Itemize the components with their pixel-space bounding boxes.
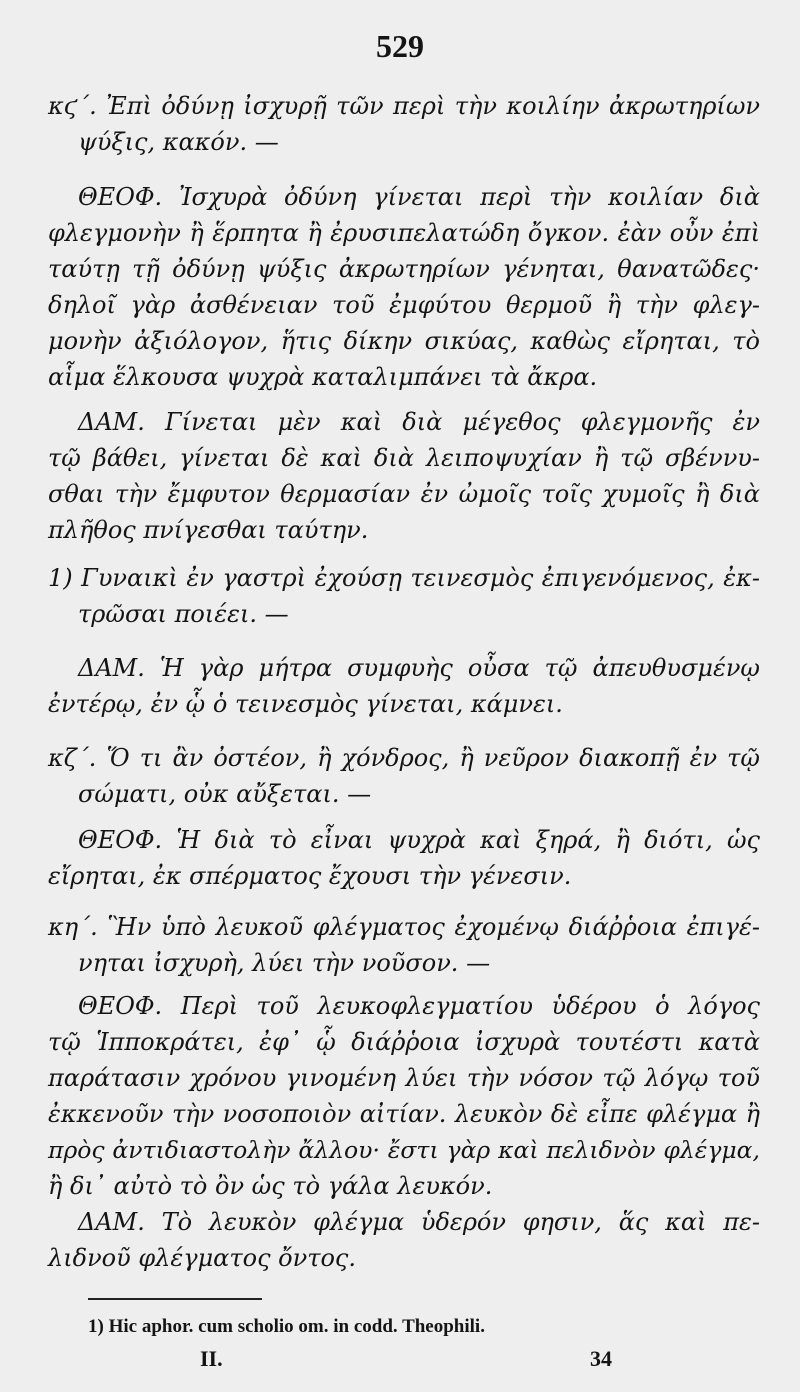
text-line: πρὸς ἀντιδιαστολὴν ἄλλου· ἔστι γὰρ καὶ πελιδνὸν φλέγμα,: [48, 1136, 760, 1164]
footnote-divider: [88, 1298, 262, 1300]
text-line: τῷ βάθει, γίνεται δὲ καὶ διὰ λειποψυχίαν ἢ τῷ σβέννυ-: [48, 444, 760, 472]
commentary-theophilus-3: [48, 988, 760, 1204]
aphorism-26: [48, 88, 760, 160]
text-line: σθαι τὴν ἔμφυτον θερμασίαν ἐν ὠμοῖς τοῖς χυμοῖς ἢ διὰ: [48, 480, 760, 508]
aphorism-28: [48, 909, 760, 981]
text-line: κζ´. Ὅ τι ἂν ὀστέον, ἢ χόνδρος, ἢ νεῦρον διακοπῇ ἐν τῷ: [48, 744, 760, 772]
text-line: δηλοῖ γὰρ ἀσθένειαν τοῦ ἐμφύτου θερμοῦ ἢ τὴν φλεγ-: [48, 291, 760, 319]
text-line: 1) Γυναικὶ ἐν γαστρὶ ἐχούσῃ τεινεσμὸς ἐπιγενόμενος, ἐκ-: [48, 564, 760, 592]
text-line: ΔΑΜ. Τὸ λευκὸν φλέγμα ὑδερόν φησιν, ἅς καὶ πε-: [78, 1208, 760, 1236]
text-line: φλεγμονὴν ἢ ἕρπητα ἢ ἐρυσιπελατώδη ὄγκον. ἐὰν οὖν ἐπὶ: [48, 219, 760, 247]
text-line: ἢ δι᾽ αὐτὸ τὸ ὂν ὡς τὸ γάλα λευκόν.: [48, 1172, 493, 1200]
aphorism-27: [48, 740, 760, 812]
text-line: μονὴν ἀξιόλογον, ἥτις δίκην σικύας, καθὼς εἴρηται, τὸ: [48, 327, 760, 355]
text-line: ἐντέρῳ, ἐν ᾧ ὁ τεινεσμὸς γίνεται, κάμνει.: [48, 690, 563, 718]
footnote: 1) Hic aphor. cum scholio om. in codd. Theophili.: [88, 1316, 485, 1337]
commentary-damascius-2: [48, 650, 760, 722]
aphorism-footnoted: [48, 560, 760, 632]
text-line: παράτασιν χρόνου γινομένη λύει τὴν νόσον τῷ λόγῳ τοῦ: [48, 1064, 760, 1092]
text-line: τῷ Ἱπποκράτει, ἐφ᾽ ᾧ διάῤῥοια ἰσχυρὰ τουτέστι κατὰ: [48, 1028, 760, 1056]
text-line: πλῆθος πνίγεσθαι ταύτην.: [48, 516, 369, 544]
signature-volume: II.: [200, 1346, 223, 1371]
commentary-theophilus-1: [48, 179, 760, 395]
text-line: τρῶσαι ποιέει. —: [78, 600, 289, 628]
text-line: ΘΕΟΦ. Ἡ διὰ τὸ εἶναι ψυχρὰ καὶ ξηρά, ἢ διότι, ὡς: [78, 826, 760, 854]
text-line: ΘΕΟΦ. Περὶ τοῦ λευκοφλεγματίου ὑδέρου ὁ λόγος: [78, 992, 760, 1020]
text-line: λιδνοῦ φλέγματος ὄντος.: [48, 1244, 357, 1272]
text-line: σώματι, οὐκ αὔξεται. —: [78, 780, 372, 808]
text-line: ἐκκενοῦν τὴν νοσοποιὸν αἰτίαν. λευκὸν δὲ εἶπε φλέγμα ἢ: [48, 1100, 760, 1128]
text-line: αἷμα ἕλκουσα ψυχρὰ καταλιμπάνει τὰ ἄκρα.: [48, 363, 598, 391]
printer-signature: [0, 1346, 800, 1376]
text-line: ΔΑΜ. Ἡ γὰρ μήτρα συμφυὴς οὖσα τῷ ἀπευθυσμένῳ: [78, 654, 760, 682]
commentary-damascius-1: [48, 404, 760, 548]
commentary-theophilus-2: [48, 822, 760, 894]
text-line: νηται ἰσχυρὴ, λύει τὴν νοῦσον. —: [78, 949, 491, 977]
text-line: ΘΕΟΦ. Ἰσχυρὰ ὀδύνη γίνεται περὶ τὴν κοιλίαν διὰ: [78, 183, 760, 211]
signature-number: 34: [590, 1346, 612, 1371]
text-line: κη´. Ἣν ὑπὸ λευκοῦ φλέγματος ἐχομένῳ διάῤῥοια ἐπιγέ-: [48, 913, 760, 941]
text-line: ΔΑΜ. Γίνεται μὲν καὶ διὰ μέγεθος φλεγμονῆς ἐν: [78, 408, 760, 436]
text-line: ταύτῃ τῇ ὀδύνῃ ψύξις ἀκρωτηρίων γένηται, θανατῶδες·: [48, 255, 760, 283]
text-line: εἴρηται, ἐκ σπέρματος ἔχουσι τὴν γένεσιν.: [48, 862, 572, 890]
commentary-damascius-3: [48, 1204, 760, 1276]
page-number: 529: [376, 28, 424, 64]
text-line: ψύξις, κακόν. —: [78, 128, 279, 156]
text-line: κϛ´. Ἐπὶ ὀδύνῃ ἰσχυρῇ τῶν περὶ τὴν κοιλίην ἀκρωτηρίων: [48, 92, 760, 120]
